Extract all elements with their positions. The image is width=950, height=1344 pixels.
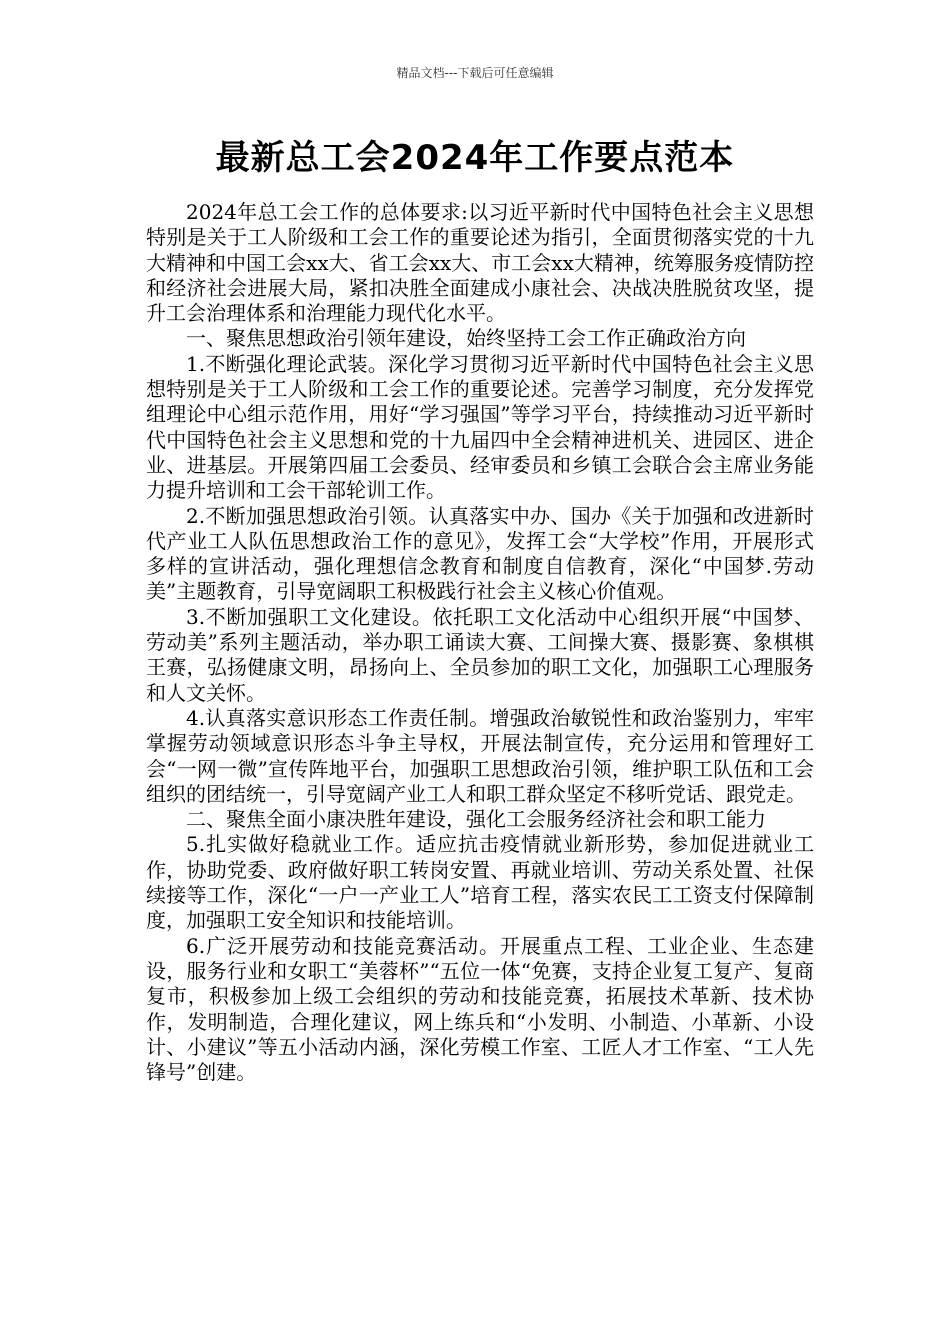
paragraph-item-1: 1.不断强化理论武装。深化学习贯彻习近平新时代中国特色社会主义思想特别是关于工人阶级和工会工作的重要论述。完善学习制度，充分发挥党组理论中心组示范作用，用好“学习强国”等学习平台，持续推动习近平新时代中国特色社会主义思想和党的十九届四中全会精神进机关、进园区、进企业、进基层。开展第四届工会委员、经审委员和乡镇工会联合会主席业务能力提升培训和工会干部轮训工作。 <box>146 351 814 503</box>
header-note: 精品文档---下载后可任意编辑 <box>396 66 554 80</box>
document-title: 最新总工会2024年工作要点范本 <box>215 138 735 178</box>
paragraph-intro: 2024年总工会工作的总体要求:以习近平新时代中国特色社会主义思想特别是关于工人阶级和工会工作的重要论述为指引，全面贯彻落实党的十九大精神和中国工会xx大、省工会xx大、市工会xx大精神，统筹服务疫情防控和经济社会进展大局，紧扣决胜全面建成小康社会、决战决胜脱贫攻坚，提升工会治理体系和治理能力现代化水平。 <box>146 200 814 326</box>
section-heading-1: 一、聚焦思想政治引领年建设，始终坚持工会工作正确政治方向 <box>186 326 746 351</box>
paragraph-item-5: 5.扎实做好稳就业工作。适应抗击疫情就业新形势，参加促进就业工作，协助党委、政府做好职工转岗安置、再就业培训、劳动关系处置、社保续接等工作，深化“一户一产业工人”培育工程，落实农民工工资支付保障制度，加强职工安全知识和技能培训。 <box>146 832 814 933</box>
paragraph-item-4: 4.认真落实意识形态工作责任制。增强政治敏锐性和政治鉴别力，牢牢掌握劳动领域意识形态斗争主导权，开展法制宣传，充分运用和管理好工会“一网一微”宣传阵地平台，加强职工思想政治引领，维护职工队伍和工会组织的团结统一，引导宽阔产业工人和职工群众坚定不移听党话、跟党走。 <box>146 705 814 806</box>
paragraph-item-2: 2.不断加强思想政治引领。认真落实中办、国办《关于加强和改进新时代产业工人队伍思想政治工作的意见》，发挥工会“大学校”作用，开展形式多样的宣讲活动，强化理想信念教育和制度自信教育，深化“中国梦.劳动美”主题教育，引导宽阔职工积极践行社会主义核心价值观。 <box>146 503 814 604</box>
paragraph-item-6: 6.广泛开展劳动和技能竞赛活动。开展重点工程、工业企业、生态建设，服务行业和女职工“美蓉杯”“五位一体“免赛，支持企业复工复产、复商复市，积极参加上级工会组织的劳动和技能竞赛，拓展技术革新、技术协作，发明制造，合理化建议，网上练兵和“小发明、小制造、小革新、小设计、小建议”等五小活动内涵，深化劳模工作室、工匠人才工作室、“工人先锋号”创建。 <box>146 933 814 1085</box>
paragraph-item-3: 3.不断加强职工文化建设。依托职工文化活动中心组织开展“中国梦、劳动美”系列主题活动，举办职工诵读大赛、工间操大赛、摄影赛、象棋棋王赛，弘扬健康文明，昂扬向上、全员参加的职工文化，加强职工心理服务和人文关怀。 <box>146 604 814 705</box>
document-body <box>146 200 814 1085</box>
section-heading-2: 二、聚焦全面小康决胜年建设，强化工会服务经济社会和职工能力 <box>186 807 766 832</box>
